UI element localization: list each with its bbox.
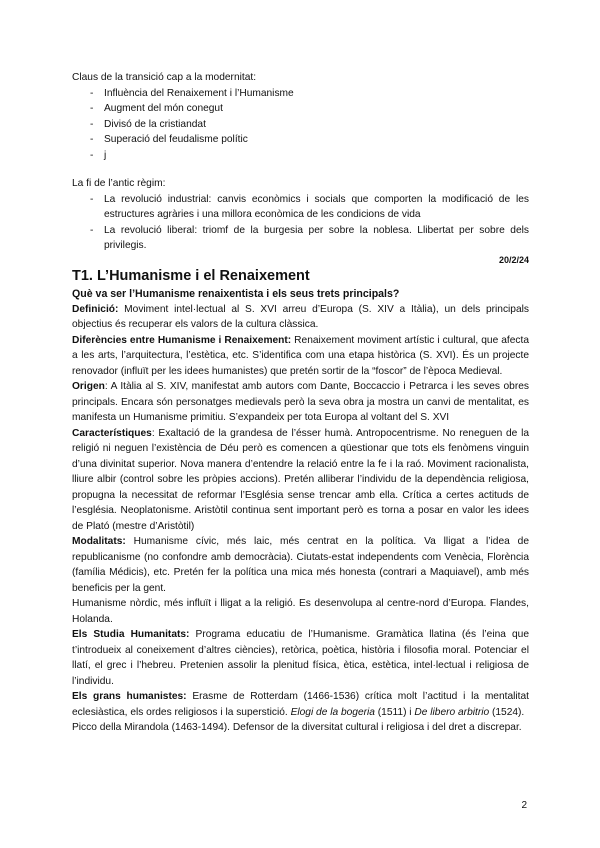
grans-work-1: Elogi de la bogeria [290,706,375,718]
modalitats-label: Modalitats: [72,536,126,547]
grans-text-2: (1511) i [374,706,415,718]
studia-paragraph [72,627,529,689]
list-item: - Divisó de la cristiandat [72,117,529,133]
grans-work-2: De libero arbitrio [414,706,490,718]
list-item: - Superació del feudalisme polític [72,132,529,148]
page-number: 2 [521,800,527,811]
old-regime-list [72,192,529,254]
grans-text-3: (1524). [489,706,525,718]
caracteristiques-paragraph [72,426,529,535]
studia-label: Els Studia Humanitats: [72,629,190,640]
diferencies-text: Renaixement moviment artístic i cultural, que afecta a les arts, l’arquitectura, l’estètica, etc. S’identifica com una etapa històrica (S. XVI). És un projecte renovador (influït per les idees humanistes) que pretén sortir de la “foscor” de l’època Medieval. [72,334,529,377]
list-item: - La revolució liberal: triomf de la burgesia per sobre la noblesa. Llibertat per sobre dels privilegis. [72,223,529,254]
modalitats-text: Humanisme cívic, més laic, més centrat en la política. Va lligat a l’idea de republicanisme (no confondre amb democràcia). Ciutats-estat independents com Venècia, Florència (família Médicis), etc. Pretén fer la política una mica més honesta (contrari a Maquiavel), amb més beneficis per la gent. [72,536,529,594]
diferencies-paragraph [72,333,529,380]
modalitats-paragraph [72,534,529,596]
definicio-paragraph [72,302,529,333]
definicio-text: Moviment intel·lectual al S. XVI arreu d’Europa (S. XIV a Itàlia), un dels principals objectius és recuperar els valors de la cultura clàssica. [72,303,529,330]
grans-paragraph [72,689,529,720]
date-label: 20/2/24 [498,254,529,265]
list-item: - j [72,148,529,164]
diferencies-label: Diferències entre Humanisme i Renaixement: [72,334,292,346]
caracteristiques-text: : Exaltació de la grandesa de l’ésser humà. Antropocentrisme. No reneguen de la religió ni neguen l’existència de Déu però es comencen a qüestionar que tots els fenòmens vinguin d’una divinitat superior. Nova manera d’entendre la relació entre la fe i la raó. Moviment racionalista, lliure albir (control sobre les pròpies accions). Pretén alliberar l’individu de la dependència religiosa, propugna la necessitat de reformar l’Església sense trencar amb ella. Crítica a certes actituds de l’església. Neoplatonisme. Aristòtil continua sent important però es torna a posar en valor les idees de Plató (mestre d’Aristòtil) [72,427,529,532]
picco-paragraph: Picco della Mirandola (1463-1494). Defensor de la diversitat cultural i religiosa i del dret a discrepar. [72,722,522,733]
document-page [72,70,529,736]
list-item: - La revolució industrial: canvis econòmics i socials que comporten la modificació de les estructures agràries i una millora econòmica de les condicions de vida [72,192,529,223]
transition-list [72,86,529,164]
grans-label: Els grans humanistes: [72,691,187,702]
origen-label: Origen [72,381,105,392]
transition-heading: Claus de la transició cap a la modernitat: [72,72,257,83]
origen-text: : A Itàlia al S. XIV, manifestat amb autors com Dante, Boccaccio i Petrarca i les seves obres principals. Encara són personatges medievals però la seva obra ja mostra un canvi de mentalitat, es manifesta un Humanisme primitiu. S’expandeix per tota Europa al voltant del S. XVI [72,381,529,423]
origen-paragraph [72,379,529,426]
page-title: T1. L’Humanisme i el Renaixement [72,267,310,284]
question-heading: Què va ser l’Humanisme renaixentista i els seus trets principals? [72,287,400,300]
definicio-label: Definició: [72,303,119,315]
old-regime-heading: La fi de l’antic règim: [72,178,166,189]
studia-text: Programa educatiu de l’Humanisme. Gramàtica llatina (és l’eina que t’introdueix al coneixement d’altres ciències), retòrica, poètica, història i filosofia moral. Potenciar el llatí, el grec i l’hebreu. Pretenien assolir la plenitud física, ètica, estètica, intel·lectual i religiosa de l’individu. [72,629,529,687]
nordic-paragraph: Humanisme nòrdic, més influït i lligat a la religió. Es desenvolupa al centre-nord d’Europa. Flandes, Holanda. [72,598,529,625]
caracteristiques-label: Característiques [72,427,152,439]
grans-text-1: Erasme de Rotterdam (1466-1536) crítica molt l’actitud i la mentalitat eclesiàstica, els ordes religiosos i la superstició. [72,691,529,718]
list-item: - Augment del món conegut [72,101,529,117]
list-item: - Influència del Renaixement i l’Humanisme [72,86,529,102]
